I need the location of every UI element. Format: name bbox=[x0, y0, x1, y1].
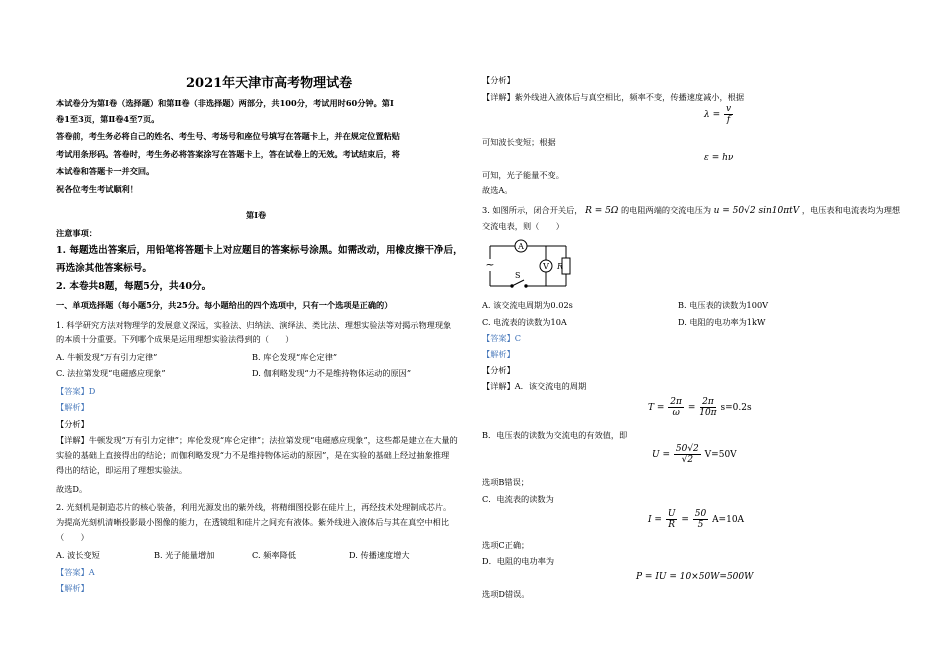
q1-stem: 的本质十分重要。下列哪个成果是运用理想实验法得到的（ ） bbox=[56, 334, 294, 344]
photon-energy-equation: ε = hν bbox=[704, 153, 734, 163]
q1-detail: 【详解】牛顿发现“万有引力定律”；库伦发现“库仑定律”；法拉第发现“电磁感应现象”，这些都是建立在大量的 bbox=[56, 435, 458, 445]
q3-c-verdict: 选项C正确； bbox=[482, 540, 530, 550]
q1-stem: 1. 科学研究方法对物理学的发展意义深远，实验法、归纳法、演绎法、类比法、理想实验法等对揭示物理现象 bbox=[56, 320, 452, 330]
q3-stem: 交流电表，则（ ） bbox=[482, 221, 564, 231]
q1-detail: 得出的结论，即运用了理想实验法。 bbox=[56, 465, 188, 475]
eq-lhs: U = bbox=[652, 450, 670, 460]
q2-conclusion: 故选A。 bbox=[482, 185, 513, 195]
eq-denominator: √2 bbox=[681, 455, 694, 465]
q3-b-verdict: 选项B错误； bbox=[482, 477, 529, 487]
exam-title: 2021年天津市高考物理试卷 bbox=[186, 76, 353, 91]
q3-resistance: R = 5Ω bbox=[585, 206, 619, 216]
switch-label: S bbox=[515, 271, 521, 280]
eq-lhs: T = bbox=[648, 403, 665, 413]
eq-rhs: A=10A bbox=[712, 515, 745, 525]
q3-stem bbox=[482, 205, 900, 217]
period-equation: T = $\frac{2\pi}{\omega}$ = $\frac{2\pi}{10\pi}$ s=0.2s bbox=[648, 397, 752, 418]
q2-detail: 【详解】紫外线进入液体后与真空相比，频率不变，传播速度减小，根据 bbox=[482, 92, 745, 102]
eq-rhs: V=50V bbox=[704, 450, 737, 460]
eq-denominator: f bbox=[726, 115, 731, 125]
eq-denominator: 5 bbox=[697, 520, 704, 530]
eq-denominator: 10π bbox=[699, 408, 717, 418]
q1-conclusion: 故选D。 bbox=[56, 484, 88, 494]
q2-stem: 为提高光刻机清晰投影最小图像的能力，在透镜组和硅片之间充有液体。紫外线进入液体后与其在真空中相比 bbox=[56, 517, 450, 527]
eq-denominator: ω bbox=[672, 408, 680, 418]
q2-stem: （ ） bbox=[56, 532, 89, 542]
q3-detail-d: D．电阻的电功率为 bbox=[482, 556, 555, 566]
q3-d-verdict: 选项D错误。 bbox=[482, 589, 530, 599]
intro-line: 本试卷分为第Ⅰ卷（选择题）和第Ⅱ卷（非选择题）两部分，共100分，考试用时60分钟。第Ⅰ bbox=[56, 98, 394, 108]
ammeter-label: A bbox=[518, 242, 524, 251]
note-line: 2. 本卷共8题，每题5分，共40分。 bbox=[56, 281, 212, 292]
part-heading: 一、单项选择题（每小题5分，共25分。每小题给出的四个选项中，只有一个选项是正确的） bbox=[56, 300, 393, 310]
q3-detail-b: B．电压表的读数为交流电的有效值，即 bbox=[482, 430, 628, 440]
intro-line: 本试卷和答题卡一并交回。 bbox=[56, 166, 155, 176]
q3-stem-a: 3. 如图所示，闭合开关后， bbox=[482, 205, 583, 215]
q2-option-d: D. 传播速度增大 bbox=[349, 550, 410, 560]
circuit-diagram bbox=[485, 236, 580, 292]
resistor-label: R bbox=[557, 262, 564, 271]
q1-fenxi-tag: 【分析】 bbox=[56, 419, 89, 429]
eq-numerator: v bbox=[725, 104, 732, 114]
resistor-symbol bbox=[562, 258, 570, 274]
q3-answer: 【答案】C bbox=[482, 333, 522, 343]
q2-fenxi-tag: 【分析】 bbox=[482, 75, 515, 85]
energy-note: 可知，光子能量不变。 bbox=[482, 170, 564, 180]
intro-line: 考试用条形码。答卷时，考生务必将答案涂写在答题卡上，答在试卷上的无效。考试结束后，将 bbox=[56, 149, 400, 159]
current-equation: I = $\frac{U}{R}$ = $\frac{50}{5}$ A=10A bbox=[648, 509, 745, 530]
eq-numerator: 50√2 bbox=[675, 444, 699, 454]
note-line: 1. 每题选出答案后，用铅笔将答题卡上对应题目的答案标号涂黑。如需改动，用橡皮擦干净后， bbox=[56, 245, 463, 256]
q3-voltage-expr: u = 50√2 sin10πtV bbox=[713, 206, 800, 216]
eq-numerator: U bbox=[667, 509, 676, 519]
q3-stem-c: ，电压表和电流表均为理想 bbox=[801, 205, 901, 215]
q2-option-b: B. 光子能量增加 bbox=[154, 550, 215, 560]
q2-jiexi-tag: 【解析】 bbox=[56, 583, 89, 593]
q1-detail: 实验的基础上直接得出的结论；而伽利略发现“力不是维持物体运动的原因”，是在实验的基础上经过抽象推理 bbox=[56, 450, 450, 460]
q1-option-b: B. 库仑发现“库仑定律” bbox=[252, 352, 338, 362]
eq-numerator: 50 bbox=[694, 509, 707, 519]
ac-source-label: ~ bbox=[485, 258, 495, 271]
power-equation: P = IU = 10×50W=500W bbox=[636, 572, 754, 582]
notes-title: 注意事项： bbox=[56, 228, 97, 238]
q2-answer: 【答案】A bbox=[56, 567, 95, 577]
q1-answer: 【答案】D bbox=[56, 386, 96, 396]
q3-jiexi-tag: 【解析】 bbox=[482, 349, 515, 359]
q3-detail-a: 【详解】A．该交流电的周期 bbox=[482, 381, 587, 391]
eq-numerator: 2π bbox=[702, 397, 714, 407]
q3-option-b: B. 电压表的读数为100V bbox=[678, 300, 769, 310]
eq-numerator: 2π bbox=[670, 397, 682, 407]
q3-stem-b: 的电阻两端的交流电压为 bbox=[620, 205, 712, 215]
wavelength-note: 可知波长变短；根据 bbox=[482, 137, 556, 147]
section-heading: 第Ⅰ卷 bbox=[246, 210, 267, 220]
intro-line: 祝各位考生考试顺利！ bbox=[56, 184, 138, 194]
q1-option-c: C. 法拉第发现“电磁感应现象” bbox=[56, 368, 166, 378]
q1-option-d: D. 伽利略发现“力不是维持物体运动的原因” bbox=[252, 368, 412, 378]
wavelength-equation bbox=[704, 104, 734, 125]
eq-lhs: λ = bbox=[704, 110, 721, 120]
intro-line: 答卷前，考生务必将自己的姓名、考生号、考场号和座位号填写在答题卡上，并在规定位置粘贴 bbox=[56, 131, 400, 141]
q3-fenxi-tag: 【分析】 bbox=[482, 365, 515, 375]
eq-lhs: I = bbox=[648, 515, 662, 525]
q3-detail-c: C．电流表的读数为 bbox=[482, 494, 554, 504]
note-line: 再选涂其他答案标号。 bbox=[56, 263, 152, 274]
q3-option-a: A. 该交流电周期为0.02s bbox=[482, 300, 573, 310]
voltage-equation bbox=[652, 444, 737, 465]
q3-option-d: D. 电阻的电功率为1kW bbox=[678, 317, 766, 327]
q2-stem: 2. 光刻机是制造芯片的核心装备，利用光源发出的紫外线，将精细图投影在硅片上，再经技术处理制成芯片。 bbox=[56, 502, 452, 512]
q2-option-c: C. 频率降低 bbox=[252, 550, 296, 560]
q1-option-a: A. 牛顿发现“万有引力定律” bbox=[56, 352, 158, 362]
q1-jiexi-tag: 【解析】 bbox=[56, 402, 89, 412]
eq-rhs: s=0.2s bbox=[720, 403, 752, 413]
q2-option-a: A. 波长变短 bbox=[56, 550, 100, 560]
intro-line: 卷1至3页，第Ⅱ卷4至7页。 bbox=[56, 114, 160, 124]
voltmeter-label: V bbox=[543, 262, 549, 271]
eq-denominator: R bbox=[668, 520, 676, 530]
q3-option-c: C. 电流表的读数为10A bbox=[482, 317, 567, 327]
